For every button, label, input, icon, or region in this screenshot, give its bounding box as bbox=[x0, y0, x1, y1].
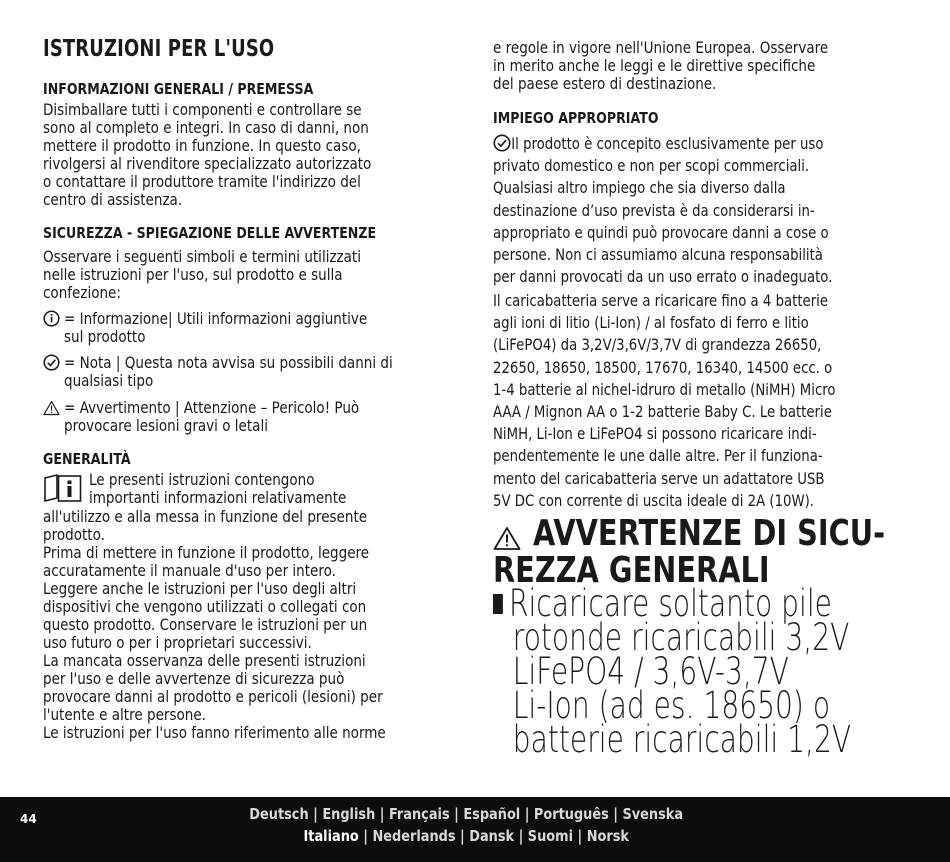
safety-bullet-rest: rotonde ricaricabili 3,2V LiFePO4 / 3,6V-3,7V Li-Ion (ad es. 18650) o batterie ricaricabili 1,2V bbox=[512, 616, 852, 761]
intended-use-text-content: Il prodotto è concepito esclusivamente per uso privato domestico e non per scopi commerciali. Qualsiasi altro impiego che sia diverso dalla destinazione d’uso prevista è da considerarsi in- appropriato e quindi può provocare danni a cose o persone. Non ci assumiamo alcuna responsabilità per danni provocati da un uso errato o inadeguato. bbox=[493, 134, 833, 287]
safety-intro-text: Osservare i seguenti simboli e termini utilizzati nelle istruzioni per l'uso, sul prodotto e sulla confezione: bbox=[43, 247, 361, 302]
charger-description-text: Il caricabatteria serve a ricaricare fino a 4 batterie agli ioni di litio (Li-Ion) / al fosfato di ferro e litio (LiFePO4) da 3,2V/3,6V/3,7V di grandezza 26650, 22650, 18650, 18500, 17670, 16340, 14500 ecc. o 1-4 batterie al nichel-idruro di metallo (NiMH) Micro AAA / Mignon AA o 1-2 batterie Baby C. Le batterie NiMH, Li-Ion e LiFePO4 si possono ricaricare indi- pendentemente le une dalle altre. Per il funziona- mento del caricabatteria serve un adattatore USB 5V DC con corrente di uscita ideale di 2A (10W). bbox=[493, 291, 836, 510]
general-info-text: Disimballare tutti i componenti e controllare se sono al completo e integri. In caso di danni, non mettere il prodotto in funzione. In questo caso, rivolgersi al rivenditore specializzato autorizzato o contattare il produttore tramite l'indirizzo del centro di assistenza. bbox=[43, 100, 372, 209]
warning-triangle-icon bbox=[43, 400, 60, 416]
intended-use-text bbox=[493, 133, 832, 288]
bullet-square-icon bbox=[493, 594, 503, 614]
section-heading-generalities: GENERALITÀ bbox=[43, 450, 131, 468]
language-nav-line2[interactable] bbox=[0, 827, 932, 845]
general-safety-heading-text: AVVERTENZE DI SICU- REZZA GENERALI bbox=[493, 513, 886, 591]
safety-bullet-first-line: Ricaricare soltanto pile bbox=[508, 582, 832, 625]
general-safety-heading bbox=[493, 515, 885, 589]
footer-bar bbox=[0, 797, 950, 862]
page-title: ISTRUZIONI PER L'USO bbox=[43, 36, 275, 62]
language-list-2[interactable]: | Nederlands | Dansk | Suomi | Norsk bbox=[358, 827, 629, 845]
info-icon bbox=[43, 310, 60, 327]
warning-symbol-text: = Avvertimento | Attenzione – Pericolo! Può provocare lesioni gravi o letali bbox=[64, 398, 360, 435]
section-heading-general-info: INFORMAZIONI GENERALI / PREMESSA bbox=[43, 80, 314, 98]
generalities-text-intro: Le presenti istruzioni contengono importanti informazioni relativamente bbox=[89, 470, 347, 507]
check-note-icon bbox=[43, 354, 60, 371]
language-nav-line1[interactable] bbox=[0, 805, 932, 823]
section-heading-intended-use: IMPIEGO APPROPRIATO bbox=[493, 109, 659, 127]
language-active-italiano[interactable]: Italiano bbox=[303, 827, 359, 845]
section-heading-safety: SICUREZZA - SPIEGAZIONE DELLE AVVERTENZE bbox=[43, 224, 377, 242]
language-list-1[interactable]: Deutsch | English | Français | Español | Português | Svenska bbox=[249, 805, 683, 823]
info-symbol-text: = Informazione| Utili informazioni aggiuntive sul prodotto bbox=[64, 309, 368, 346]
note-symbol-text: = Nota | Questa nota avvisa su possibili danni di qualsiasi tipo bbox=[64, 353, 393, 390]
eu-rules-text: e regole in vigore nell'Unione Europea. Osservare in merito anche le leggi e le direttive specifiche del paese estero di destinazione. bbox=[493, 38, 829, 93]
generalities-text: all'utilizzo e alla messa in funzione del presente prodotto. Prima di mettere in funzione il prodotto, leggere accuratamente il manuale d'uso per intero. Leggere anche le istruzioni per l'uso degli altri dispositivi che vengono utilizzati o collegati con questo prodotto. Conservare le istruzioni per un uso futuro o per i proprietari successivi. La mancata osservanza delle presenti istruzioni per l'uso e delle avvertenze di sicurezza può provocare danni al prodotto e pericoli (lesioni) per l'utente e altre persone. Le istruzioni per l'uso fanno riferimento alle norme bbox=[43, 507, 386, 742]
page-number: 44 bbox=[20, 812, 37, 826]
manual-book-icon bbox=[43, 474, 83, 502]
safety-bullet-text bbox=[493, 582, 852, 761]
